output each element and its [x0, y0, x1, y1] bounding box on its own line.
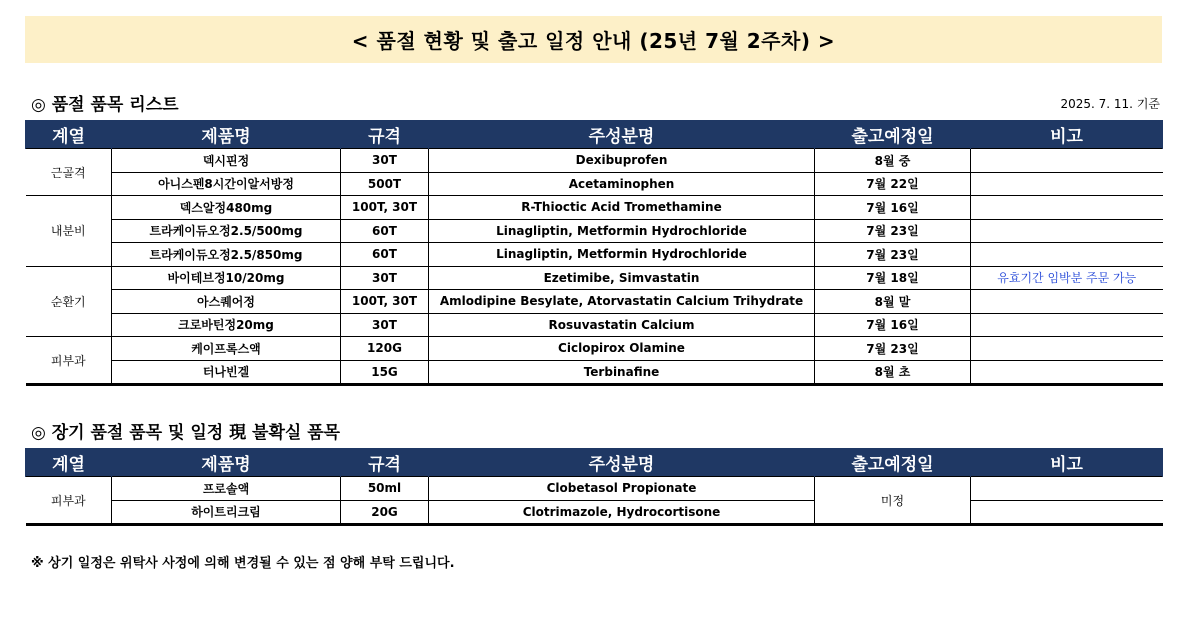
product-cell: 아스퀘어정	[112, 290, 341, 314]
product-cell: 바이테브정10/20mg	[112, 266, 341, 290]
table-row	[26, 219, 1163, 243]
header-spec: 규격	[341, 120, 429, 149]
date-cell: 8월 말	[815, 290, 971, 314]
header-note: 비고	[971, 448, 1163, 477]
product-cell: 덱스알정480mg	[112, 196, 341, 220]
section2-title: ◎ 장기 품절 품목 및 일정 現 불확실 품목	[31, 423, 341, 443]
ingredient-cell: Ezetimibe, Simvastatin	[429, 266, 815, 290]
date-cell: 미정	[815, 477, 971, 525]
spec-cell: 60T	[341, 243, 429, 267]
date-cell: 7월 23일	[815, 337, 971, 361]
note-cell	[971, 243, 1163, 267]
table-row	[26, 243, 1163, 267]
note-cell: 유효기간 임박분 주문 가능	[971, 266, 1163, 290]
banner-title: < 품절 현황 및 출고 일정 안내 (25년 7월 2주차) >	[351, 29, 836, 53]
stockout-table	[25, 120, 1163, 386]
product-cell: 하이트리크림	[112, 500, 341, 525]
longterm-stockout-table	[25, 448, 1163, 526]
page-banner	[25, 16, 1162, 63]
note-cell	[971, 313, 1163, 337]
ingredient-cell: Clotrimazole, Hydrocortisone	[429, 500, 815, 525]
product-cell: 크로바틴정20mg	[112, 313, 341, 337]
as-of-date: 2025. 7. 11. 기준	[1060, 97, 1160, 111]
spec-cell: 100T, 30T	[341, 196, 429, 220]
category-cell: 피부과	[26, 337, 112, 385]
product-cell: 프로솔액	[112, 477, 341, 501]
spec-cell: 30T	[341, 313, 429, 337]
product-cell: 아니스펜8시간이알서방정	[112, 172, 341, 196]
date-cell: 8월 초	[815, 360, 971, 385]
header-spec: 규격	[341, 448, 429, 477]
spec-cell: 500T	[341, 172, 429, 196]
header-category: 계열	[26, 120, 112, 149]
table-row	[26, 196, 1163, 220]
section1-title: ◎ 품절 품목 리스트	[31, 95, 179, 115]
spec-cell: 30T	[341, 266, 429, 290]
ingredient-cell: Dexibuprofen	[429, 149, 815, 173]
table-row	[26, 172, 1163, 196]
header-ingredient: 주성분명	[429, 448, 815, 477]
table-row	[26, 266, 1163, 290]
note-cell	[971, 149, 1163, 173]
note-cell	[971, 172, 1163, 196]
header-product: 제품명	[112, 448, 341, 477]
product-cell: 트라케이듀오정2.5/850mg	[112, 243, 341, 267]
header-product: 제품명	[112, 120, 341, 149]
date-cell: 7월 16일	[815, 313, 971, 337]
ingredient-cell: Acetaminophen	[429, 172, 815, 196]
ingredient-cell: R-Thioctic Acid Tromethamine	[429, 196, 815, 220]
ingredient-cell: Clobetasol Propionate	[429, 477, 815, 501]
note-cell	[971, 219, 1163, 243]
note-cell	[971, 337, 1163, 361]
ingredient-cell: Linagliptin, Metformin Hydrochloride	[429, 243, 815, 267]
product-cell: 터나빈겔	[112, 360, 341, 385]
footnote: ※ 상기 일정은 위탁사 사정에 의해 변경될 수 있는 점 양해 부탁 드립니다.	[31, 556, 455, 571]
ingredient-cell: Terbinafine	[429, 360, 815, 385]
date-cell: 7월 16일	[815, 196, 971, 220]
category-cell: 순환기	[26, 266, 112, 337]
category-cell: 내분비	[26, 196, 112, 267]
spec-cell: 120G	[341, 337, 429, 361]
product-cell: 케이프록스액	[112, 337, 341, 361]
date-cell: 7월 23일	[815, 243, 971, 267]
spec-cell: 15G	[341, 360, 429, 385]
note-cell	[971, 290, 1163, 314]
table-row	[26, 149, 1163, 173]
date-cell: 7월 22일	[815, 172, 971, 196]
table-row	[26, 360, 1163, 385]
spec-cell: 20G	[341, 500, 429, 525]
header-date: 출고예정일	[815, 448, 971, 477]
ingredient-cell: Amlodipine Besylate, Atorvastatin Calcium Trihydrate	[429, 290, 815, 314]
date-cell: 7월 23일	[815, 219, 971, 243]
date-cell: 7월 18일	[815, 266, 971, 290]
table-row	[26, 337, 1163, 361]
header-ingredient: 주성분명	[429, 120, 815, 149]
table-row	[26, 313, 1163, 337]
header-note: 비고	[971, 120, 1163, 149]
category-cell: 근골격	[26, 149, 112, 196]
note-cell	[971, 196, 1163, 220]
ingredient-cell: Ciclopirox Olamine	[429, 337, 815, 361]
table-row	[26, 477, 1163, 501]
spec-cell: 30T	[341, 149, 429, 173]
note-cell	[971, 500, 1163, 525]
spec-cell: 100T, 30T	[341, 290, 429, 314]
table-row	[26, 500, 1163, 525]
ingredient-cell: Rosuvastatin Calcium	[429, 313, 815, 337]
date-cell: 8월 중	[815, 149, 971, 173]
note-cell	[971, 477, 1163, 501]
table-row	[26, 290, 1163, 314]
spec-cell: 50ml	[341, 477, 429, 501]
note-cell	[971, 360, 1163, 385]
product-cell: 트라케이듀오정2.5/500mg	[112, 219, 341, 243]
spec-cell: 60T	[341, 219, 429, 243]
category-cell: 피부과	[26, 477, 112, 525]
ingredient-cell: Linagliptin, Metformin Hydrochloride	[429, 219, 815, 243]
header-category: 계열	[26, 448, 112, 477]
header-date: 출고예정일	[815, 120, 971, 149]
product-cell: 덱시핀정	[112, 149, 341, 173]
